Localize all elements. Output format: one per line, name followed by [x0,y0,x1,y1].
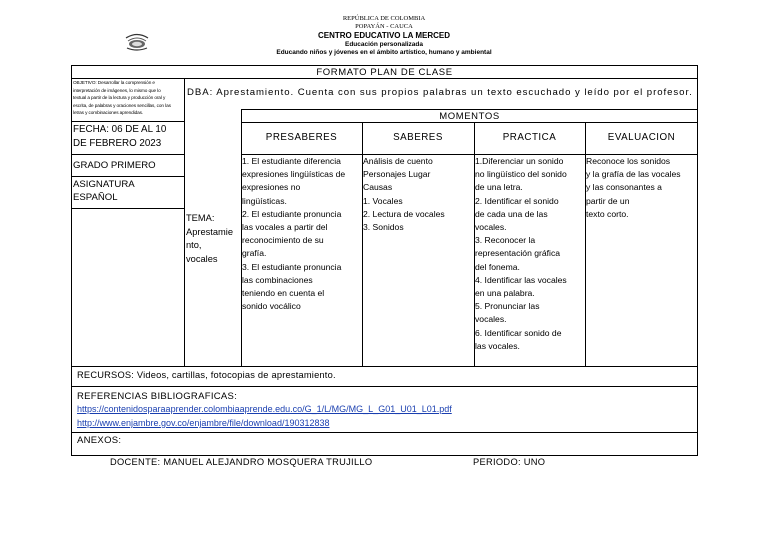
form-title: FORMATO PLAN DE CLASE [316,67,453,78]
saberes-text: Análisis de cuento Personajes Lugar Causas 1. Vocales 2. Lectura de vocales 3. Sonidos [363,156,445,233]
presaberes-text: 1. El estudiante diferencia expresiones lingüísticas de expresiones no lingüísticas. 2. El estudiante pronuncia las vocales a partir del reconocimiento de su grafía. 3. El estudiante pronuncia las combinaciones teniendo en cuenta el sonido vocálico [242,156,346,312]
objective-divider [71,121,184,122]
momentos-header: MOMENTOS [439,111,500,122]
col-evaluacion: EVALUACION [607,132,676,143]
anexos-label: ANEXOS: [77,435,122,446]
dba-text: DBA: Aprestamiento. Cuenta con sus propios palabras un texto escuchado y leído por el profesor. [187,87,693,98]
motto-line: Educando niños y jóvenes en el ámbito artístico, humano y ambiental [276,49,492,56]
col-practica: PRACTICA [502,132,557,143]
col-presaberes: PRESABERES [265,132,338,143]
evaluacion-text: Reconoce los sonidos y la grafía de las vocales y las consonantes a partir de un texto corto. [586,156,681,219]
fecha-text: FECHA: 06 DE AL 10 DE FEBRERO 2023 [73,124,167,149]
city-line: POPAYÁN - CAUCA [355,23,413,30]
reference-link-1[interactable]: https://contenidosparaaprender.colombiaaprende.edu.co/G_1/L/MG/MG_L_G01_U01_L01.pdf [77,404,452,414]
periodo-text: PERIODO: UNO [473,457,546,467]
tema-text: TEMA: Aprestamie nto, vocales [186,213,234,264]
republic-line: REPÚBLICA DE COLOMBIA [342,15,426,22]
docente-text: DOCENTE: MANUEL ALEJANDRO MOSQUERA TRUJILLO [110,457,373,467]
reference-link-2[interactable]: http://www.enjambre.gov.co/enjambre/file/download/190312838 [77,418,330,428]
col-saberes: SABERES [393,132,443,143]
recursos-text: RECURSOS: Videos, cartillas, fotocopias de aprestamiento. [77,370,336,380]
asignatura-divider [71,208,184,209]
referencias-label: REFERENCIAS BIBLIOGRAFICAS: [77,391,238,402]
education-line: Educación personalizada [344,41,424,48]
asignatura-text: ASIGNATURA ESPAÑOL [73,179,135,203]
grado-text: GRADO PRIMERO [73,160,156,171]
fecha-divider [71,154,184,155]
left-col-divider [184,78,185,366]
recursos-divider [71,386,698,387]
content-bottom-divider [71,366,698,367]
school-name: CENTRO EDUCATIVO LA MERCED [318,31,450,40]
practica-text: 1.Diferenciar un sonido no lingüístico del sonido de una letra. 2. Identificar el sonido de cada una de las vocales. 3. Reconocer la representación gráfica del fonema. 4. Identificar las vocales en una palabra. 5. Pronunciar las vocales. 6. Identificar sonido de las vocales. [475,156,567,351]
referencias-divider [71,432,698,433]
objective-text: OBJETIVO: Desarrollar la comprensión e interpretación de imágenes, lo mismo que lo textual a partir de la lectura y producción oral y escrita, de palabras y oraciones sencillas, con las letras y combinaciones aprendidas. [73,80,171,116]
grado-divider [71,176,184,177]
